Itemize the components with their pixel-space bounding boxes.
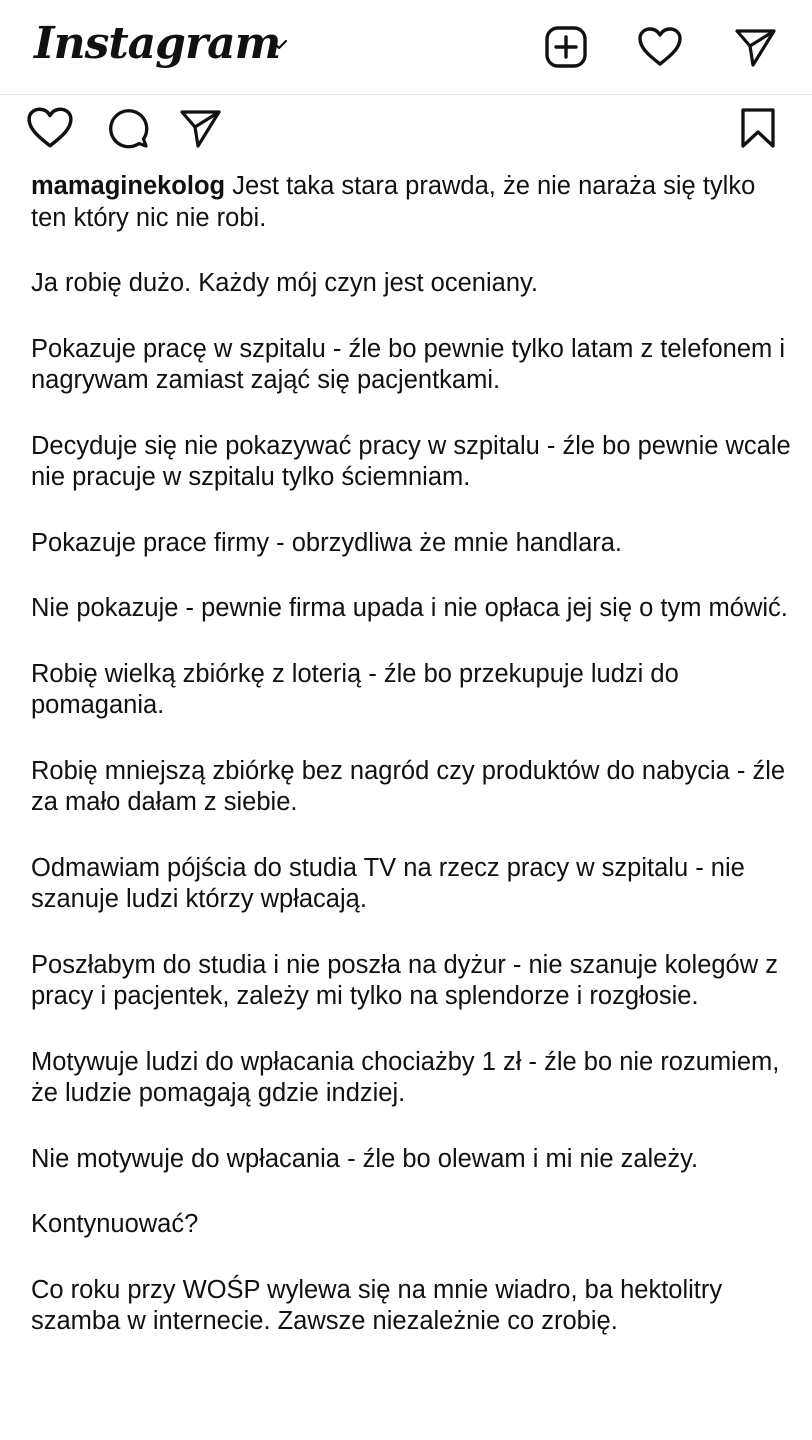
caption-paragraph: Nie motywuje do wpłacania - źle bo olewam i mi nie zależy.	[31, 1144, 699, 1173]
comment-bubble-icon	[106, 106, 150, 150]
bookmark-icon	[738, 106, 778, 150]
add-square-icon	[544, 25, 588, 69]
heart-icon	[26, 106, 74, 150]
comment-button[interactable]	[102, 102, 154, 154]
caption-paragraph: Robię mniejszą zbiórkę bez nagród czy produktów do nabycia - źle za mało dałam z siebie.	[31, 756, 786, 816]
caption-paragraph: Ja robię dużo. Każdy mój czyn jest oceniany.	[31, 269, 538, 297]
heart-icon	[637, 26, 683, 68]
share-button[interactable]	[174, 102, 226, 154]
post-action-row	[0, 98, 812, 162]
caption-paragraph	[31, 171, 791, 234]
direct-messages-button[interactable]	[730, 22, 780, 72]
like-button[interactable]	[24, 102, 76, 154]
caption-paragraph: Nie pokazuje - pewnie firma upada i nie opłaca jej się o tym mówić.	[31, 594, 788, 622]
caption-paragraph: Decyduje się nie pokazywać pracy w szpitalu - źle bo pewnie wcale nie pracuje w szpitalu tylko ściemniam.	[31, 431, 791, 491]
chevron-down-icon[interactable]	[268, 34, 290, 56]
caption-paragraph: Pokazuje prace firmy - obrzydliwa że mnie handlara.	[31, 528, 623, 557]
top-bar	[0, 0, 812, 95]
new-post-button[interactable]	[541, 22, 591, 72]
caption-paragraph: Kontynuować?	[31, 1210, 199, 1238]
post-caption	[31, 171, 791, 1372]
paper-plane-icon	[178, 106, 222, 150]
activity-button[interactable]	[635, 22, 685, 72]
caption-text: Jest taka stara prawda, że nie naraża się tylko ten który nic nie robi.	[31, 172, 756, 232]
caption-paragraph: Pokazuje pracę w szpitalu - źle bo pewnie tylko latam z telefonem i nagrywam zamiast zająć się pacjentkami.	[31, 334, 786, 394]
caption-paragraph: Motywuje ludzi do wpłacania chociażby 1 zł - źle bo nie rozumiem, że ludzie pomagają gdzie indziej.	[31, 1047, 780, 1107]
save-button[interactable]	[732, 102, 784, 154]
paper-plane-icon	[733, 25, 777, 69]
caption-paragraph: Robię wielką zbiórkę z loterią - źle bo przekupuje ludzi do pomagania.	[31, 659, 679, 719]
post-username[interactable]: mamaginekolog	[31, 172, 226, 200]
caption-paragraph: Co roku przy WOŚP wylewa się na mnie wiadro, ba hektolitry szamba w internecie. Zawsze niezależnie co zrobię.	[31, 1275, 723, 1335]
instagram-logo[interactable]: Instagram	[34, 18, 281, 69]
caption-paragraph: Odmawiam pójścia do studia TV na rzecz pracy w szpitalu - nie szanuje ludzi którzy wpłacają.	[31, 853, 745, 913]
caption-paragraph: Poszłabym do studia i nie poszła na dyżur - nie szanuje kolegów z pracy i pacjentek, zależy mi tylko na splendorze i rozgłosie.	[31, 950, 778, 1010]
